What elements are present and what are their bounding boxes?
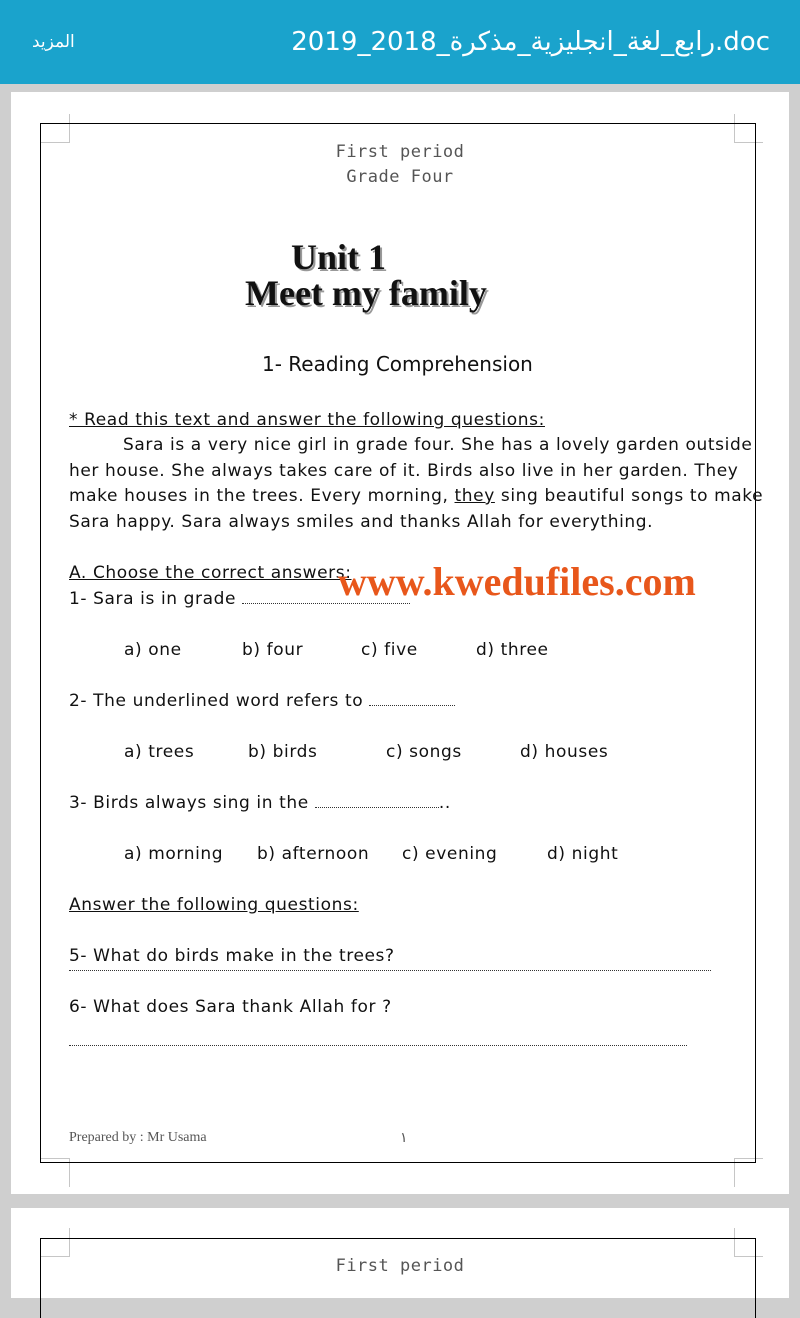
answer-line <box>69 1045 687 1046</box>
question-3: 3- Birds always sing in the .. <box>69 793 451 813</box>
q1-option-b[interactable]: b) four <box>242 640 304 660</box>
underlined-word: they <box>454 486 495 506</box>
passage-line: Sara is a very nice girl in grade four. She has a lovely garden outside <box>123 435 753 455</box>
q3-option-c[interactable]: c) evening <box>402 844 498 864</box>
question-6: 6- What does Sara thank Allah for ? <box>69 997 392 1017</box>
document-page-1[interactable] <box>11 92 789 1194</box>
question-5: 5- What do birds make in the trees? <box>69 946 395 966</box>
passage-line: make houses in the trees. Every morning, they sing beautiful songs to make <box>69 486 764 506</box>
document-page-2[interactable] <box>11 1208 789 1298</box>
footer-author: Prepared by : Mr Usama <box>69 1130 207 1145</box>
top-app-bar <box>0 0 800 84</box>
answer-line <box>69 970 711 971</box>
answer-blank <box>369 693 455 706</box>
question-2: 2- The underlined word refers to <box>69 691 455 711</box>
part-a-heading: A. Choose the correct answers: <box>69 563 352 583</box>
q2-option-d[interactable]: d) houses <box>520 742 609 762</box>
q1-option-a[interactable]: a) one <box>124 640 182 660</box>
q1-option-d[interactable]: d) three <box>476 640 549 660</box>
more-button[interactable]: المزيد <box>32 32 75 52</box>
q3-option-a[interactable]: a) morning <box>124 844 224 864</box>
period-header: First period <box>335 142 465 162</box>
page-border <box>40 1238 756 1318</box>
watermark-text: www.kwedufiles.com <box>338 559 696 604</box>
passage-line: Sara happy. Sara always smiles and thanks Allah for everything. <box>69 512 654 532</box>
grade-header: Grade Four <box>346 167 454 187</box>
answer-blank <box>315 795 439 808</box>
passage-line: her house. She always takes care of it. Birds also live in her garden. They <box>69 461 739 481</box>
part-b-heading: Answer the following questions: <box>69 895 359 915</box>
period-header: First period <box>335 1256 465 1276</box>
reading-instruction: * Read this text and answer the following questions: <box>69 410 545 430</box>
question-1: 1- Sara is in grade <box>69 589 410 609</box>
document-title: رابع_لغة_انجليزية_مذكرة_2018_2019.doc <box>291 27 770 57</box>
q3-option-d[interactable]: d) night <box>547 844 619 864</box>
answer-blank <box>242 591 410 604</box>
q2-option-a[interactable]: a) trees <box>124 742 195 762</box>
q2-option-b[interactable]: b) birds <box>248 742 318 762</box>
q3-option-b[interactable]: b) afternoon <box>257 844 370 864</box>
q2-option-c[interactable]: c) songs <box>386 742 462 762</box>
q1-option-c[interactable]: c) five <box>361 640 418 660</box>
page-number: ١ <box>400 1131 408 1146</box>
unit-number-title: Unit 1 <box>291 237 387 277</box>
section-title: 1- Reading Comprehension <box>262 352 533 376</box>
unit-name-title: Meet my family <box>245 273 487 313</box>
